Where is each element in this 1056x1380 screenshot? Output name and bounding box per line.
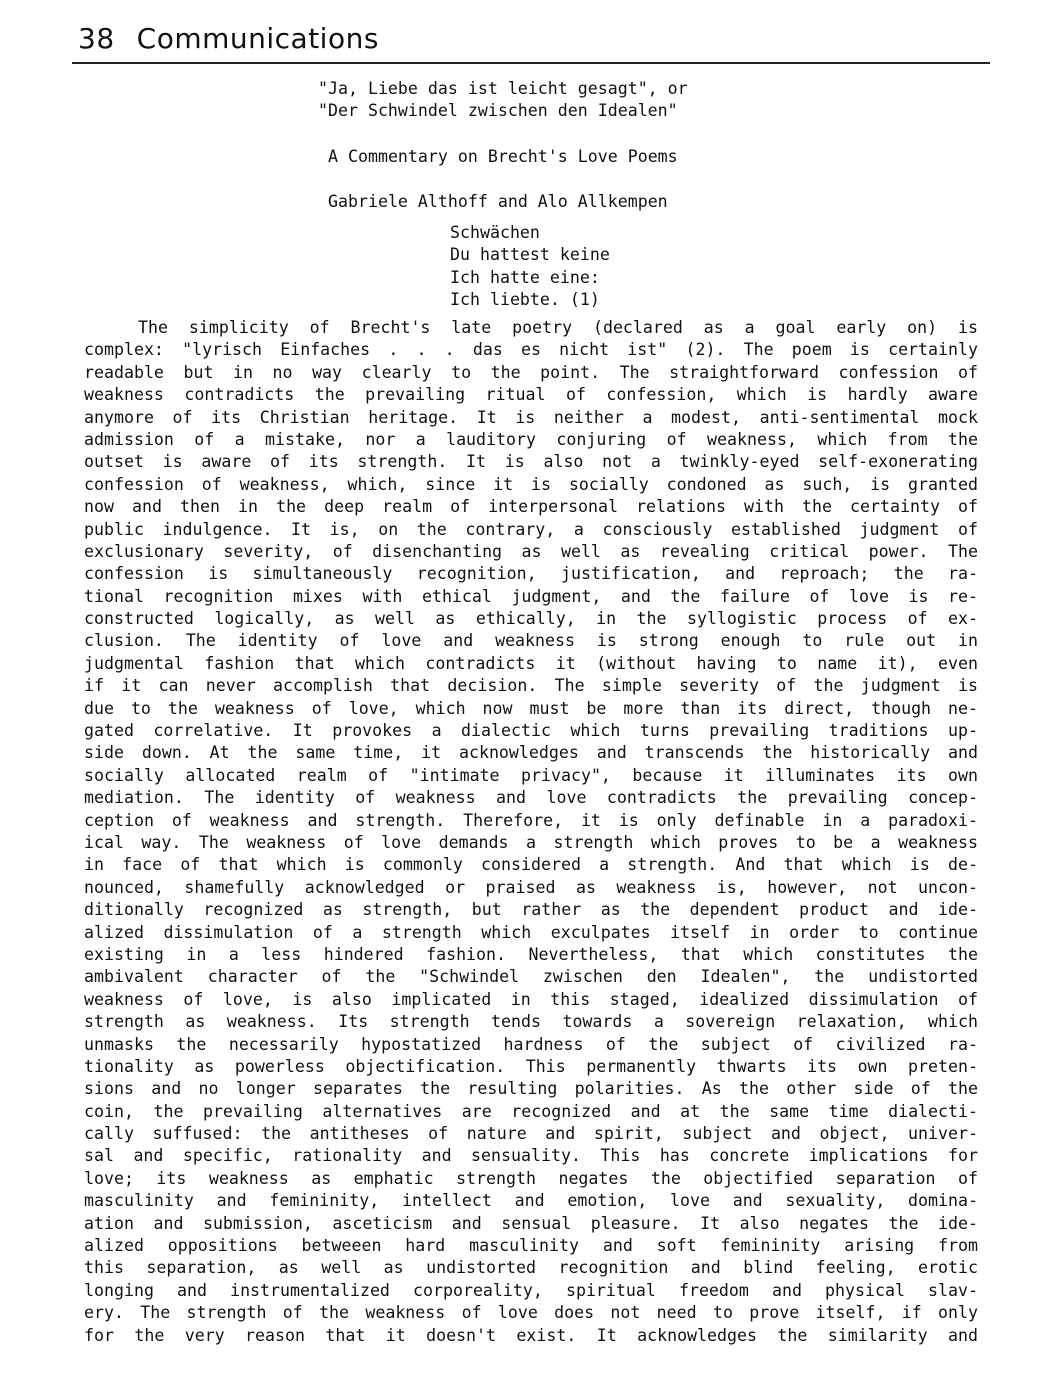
page-header xyxy=(78,22,990,55)
body-line: ception of weakness and strength. Therefore, it is only definable in a paradoxi- xyxy=(84,810,978,830)
article-authors: Gabriele Althoff and Alo Allkempen xyxy=(328,192,668,211)
body-line: ation and submission, asceticism and sensual pleasure. It also negates the ide- xyxy=(84,1213,978,1233)
body-line: nounced, shamefully acknowledged or praised as weakness is, however, not uncon- xyxy=(84,877,978,897)
body-line: weakness of love, is also implicated in this staged, idealized dissimulation of xyxy=(84,989,978,1009)
header-rule xyxy=(72,62,990,64)
body-line: now and then in the deep realm of interpersonal relations with the certainty of xyxy=(84,497,978,517)
body-line: constructed logically, as well as ethically, in the syllogistic process of ex- xyxy=(84,609,978,629)
body-line: existing in a less hindered fashion. Nevertheless, that which constitutes the xyxy=(84,944,978,964)
body-line: outset is aware of its strength. It is also not a twinkly-eyed self-exonerating xyxy=(84,452,978,472)
body-line: readable but in no way clearly to the point. The straightforward confession of xyxy=(84,362,978,382)
poem-line: Ich liebte. (1) xyxy=(450,290,600,310)
body-line: longing and instrumentalized corporeality, spiritual freedom and physical slav- xyxy=(84,1280,978,1300)
body-line: tionality as powerless objectification. This permanently thwarts its own preten- xyxy=(84,1056,978,1076)
article-title xyxy=(318,78,798,123)
body-line: in face of that which is commonly considered a strength. And that which is de- xyxy=(84,855,978,875)
body-line: ery. The strength of the weakness of love does not need to prove itself, if only xyxy=(84,1303,978,1323)
body-line: masculinity and femininity, intellect and emotion, love and sexuality, domina- xyxy=(84,1191,978,1211)
body-line: clusion. The identity of love and weakness is strong enough to rule out in xyxy=(84,631,978,651)
body-line: ical way. The weakness of love demands a strength which proves to be a weakness xyxy=(84,832,978,852)
body-line: socially allocated realm of "intimate privacy", because it illuminates its own xyxy=(84,765,978,785)
body-line: anymore of its Christian heritage. It is neither a modest, anti-sentimental mock xyxy=(84,407,978,427)
body-line: ambivalent character of the "Schwindel zwischen den Idealen", the undistorted xyxy=(84,967,978,987)
body-line: public indulgence. It is, on the contrary, a consciously established judgment of xyxy=(84,519,978,539)
epigraph-poem xyxy=(450,222,610,312)
poem-line: Schwächen xyxy=(450,223,540,242)
title-line-2: "Der Schwindel zwischen den Idealen" xyxy=(318,101,678,121)
body-line: confession of weakness, which, since it is socially condoned as such, is granted xyxy=(84,474,978,494)
poem-line: Du hattest keine xyxy=(450,245,610,265)
body-line: unmasks the necessarily hypostatized hardness of the subject of civilized ra- xyxy=(84,1034,978,1054)
body-line: side down. At the same time, it acknowledges and transcends the historically and xyxy=(84,743,978,763)
body-line: weakness contradicts the prevailing ritual of confession, which is hardly aware xyxy=(84,385,978,405)
body-line: ditionally recognized as strength, but rather as the dependent product and ide- xyxy=(84,900,978,920)
body-line: gated correlative. It provokes a dialectic which turns prevailing traditions up- xyxy=(84,721,978,741)
body-line: sal and specific, rationality and sensuality. This has concrete implications for xyxy=(84,1146,978,1166)
body-line: if it can never accomplish that decision. The simple severity of the judgment is xyxy=(84,676,978,696)
body-line: due to the weakness of love, which now must be more than its direct, though ne- xyxy=(84,698,978,718)
body-text xyxy=(84,317,978,1347)
body-line: complex: "lyrisch Einfaches . . . das es nicht ist" (2). The poem is certainly xyxy=(84,340,978,360)
body-line: exclusionary severity, of disenchanting as well as revealing critical power. The xyxy=(84,541,978,561)
page-number: 38 xyxy=(78,22,115,55)
body-line: tional recognition mixes with ethical judgment, and the failure of love is re- xyxy=(84,586,978,606)
article-subtitle: A Commentary on Brecht's Love Poems xyxy=(328,147,678,166)
body-line: mediation. The identity of weakness and love contradicts the prevailing concep- xyxy=(84,788,978,808)
body-line: admission of a mistake, nor a lauditory conjuring of weakness, which from the xyxy=(84,429,978,449)
body-line: for the very reason that it doesn't exist. It acknowledges the similarity and xyxy=(84,1325,978,1345)
body-line: cally suffused: the antitheses of nature and spirit, subject and object, univer- xyxy=(84,1124,978,1144)
body-line: The simplicity of Brecht's late poetry (declared as a goal early on) is xyxy=(138,318,978,337)
title-line-1: "Ja, Liebe das ist leicht gesagt", or xyxy=(318,79,688,98)
poem-line: Ich hatte eine: xyxy=(450,267,600,287)
body-line: love; its weakness as emphatic strength negates the objectified separation of xyxy=(84,1168,978,1188)
body-line: judgmental fashion that which contradicts it (without having to name it), even xyxy=(84,653,978,673)
body-line: alized oppositions betweeen hard masculinity and soft femininity arising from xyxy=(84,1236,978,1256)
body-line: this separation, as well as undistorted recognition and blind feeling, erotic xyxy=(84,1258,978,1278)
body-line: alized dissimulation of a strength which exculpates itself in order to continue xyxy=(84,922,978,942)
body-line: coin, the prevailing alternatives are recognized and at the same time dialecti- xyxy=(84,1101,978,1121)
body-line: strength as weakness. Its strength tends towards a sovereign relaxation, which xyxy=(84,1012,978,1032)
body-line: confession is simultaneously recognition, justification, and reproach; the ra- xyxy=(84,564,978,584)
section-title: Communications xyxy=(136,22,379,55)
body-line: sions and no longer separates the resulting polarities. As the other side of the xyxy=(84,1079,978,1099)
